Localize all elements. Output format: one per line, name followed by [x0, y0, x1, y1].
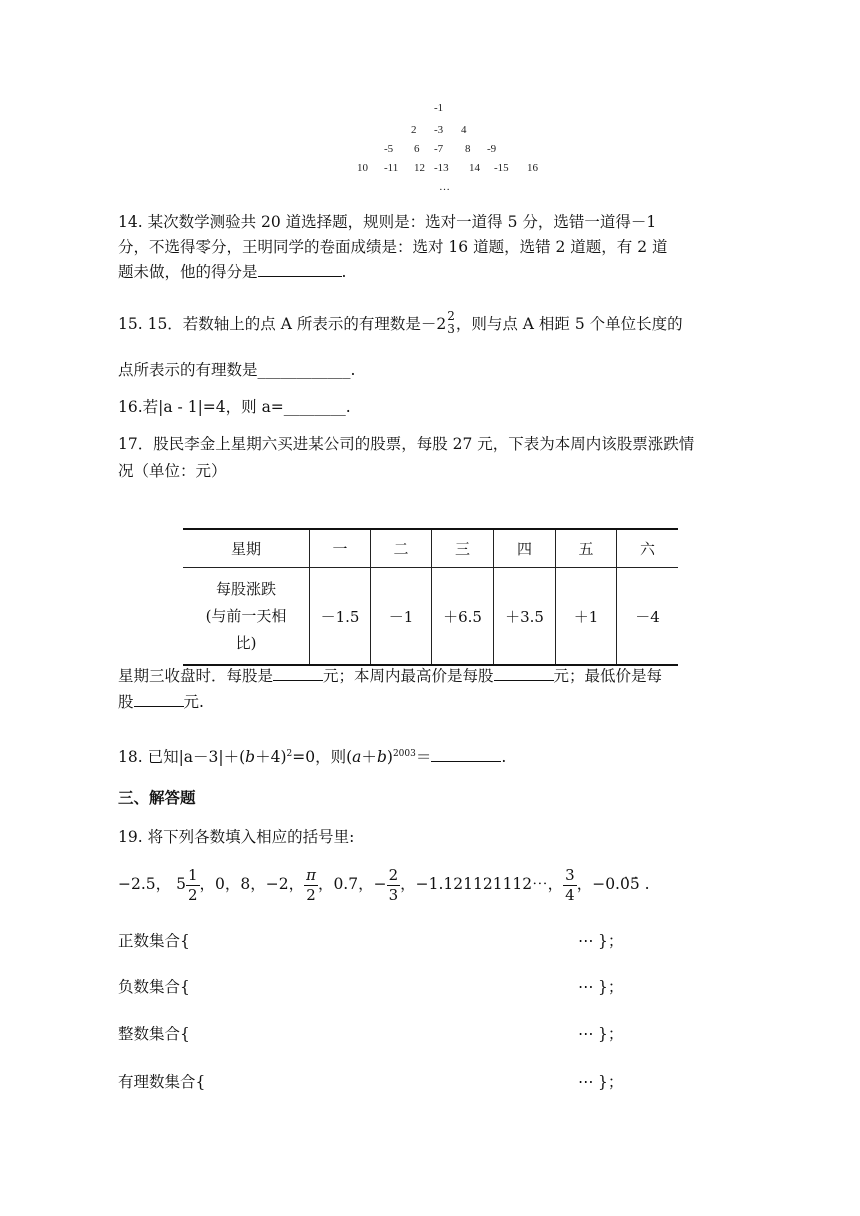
q19-n6: ，−0.0̇5̇ . — [576, 875, 650, 893]
q14-line1: 14. 某次数学测验共 20 道选择题，规则是：选对一道得 5 分，选错一道得－1 — [118, 213, 657, 231]
set-close: }； — [598, 1025, 624, 1043]
header-cell: 六 — [617, 529, 679, 568]
q18-var-a: a — [352, 748, 362, 767]
triangle-cell: 16 — [527, 162, 538, 174]
value-cell: －4 — [617, 568, 679, 666]
frac-den: 4 — [565, 885, 575, 904]
triangle-cell: -5 — [384, 143, 394, 155]
number-triangle — [0, 0, 860, 200]
section-heading: 三、解答题 — [118, 788, 196, 807]
header-cell: 二 — [371, 529, 432, 568]
frac-num: 2 — [388, 865, 399, 884]
q17-after-text-a: 星期三收盘时．每股是 — [118, 667, 274, 685]
q19-three-quarters-frac — [563, 866, 577, 905]
q17-line2: 况（单位：元） — [118, 462, 227, 480]
value-cell: ＋6.5 — [432, 568, 494, 666]
set-label: 有理数集合{ — [118, 1073, 206, 1091]
q14-line2: 分，不选得零分，王明同学的卷面成绩是：选对 16 道题，选错 2 道题，有 2 道 — [118, 238, 668, 256]
triangle-cell: -15 — [494, 162, 509, 174]
q19-n3: ，0，8，−2， — [199, 875, 305, 893]
q19-mixed-frac — [186, 866, 200, 905]
set-close: }； — [598, 1073, 624, 1091]
triangle-cell: 2 — [411, 124, 417, 136]
header-cell-weekday: 星期 — [183, 529, 310, 568]
q18-mid: =0，则( — [292, 748, 353, 767]
set-ellipsis: ⋯ — [578, 1025, 594, 1043]
frac-den: 3 — [388, 885, 399, 904]
q15-frac-den: 3 — [447, 322, 455, 336]
q18-plus4: ＋4) — [255, 748, 287, 767]
triangle-cell: -1 — [434, 102, 444, 114]
q19-two-thirds-frac — [387, 866, 401, 905]
q18-period: . — [501, 748, 507, 767]
q19-mixed-whole: 5 — [176, 875, 186, 893]
value-cell: －1 — [371, 568, 432, 666]
triangle-cell: 6 — [414, 143, 420, 155]
set-ellipsis: ⋯ — [578, 1073, 594, 1091]
value-cell: ＋3.5 — [494, 568, 556, 666]
q18-var-b: b — [245, 748, 256, 767]
triangle-cell: -13 — [434, 162, 449, 174]
triangle-cell: -9 — [487, 143, 497, 155]
triangle-cell: -11 — [384, 162, 399, 174]
header-cell: 三 — [432, 529, 494, 568]
q17-low-price-blank[interactable] — [134, 691, 184, 707]
q18-eq: ＝ — [415, 748, 432, 767]
header-cell: 五 — [556, 529, 617, 568]
q19-numbers — [118, 864, 650, 908]
q17-after-text-b: 元；本周内最高价是每股 — [323, 667, 494, 685]
q16-line — [118, 396, 351, 418]
table-header-row — [183, 529, 678, 568]
q15-fraction — [446, 310, 456, 336]
triangle-cell: -3 — [434, 124, 444, 136]
q14-line3 — [118, 261, 346, 283]
value-cell: ＋1 — [556, 568, 617, 666]
q18-pre: 18. 已知|a－3|＋( — [118, 748, 246, 767]
q19-n1: −2.5， — [118, 875, 172, 893]
q14-period: . — [341, 263, 347, 281]
set-close: }； — [598, 932, 624, 950]
row-label-line: 每股涨跌 — [215, 579, 276, 598]
q17-after-line2 — [118, 691, 204, 713]
frac-num: 1 — [187, 865, 198, 884]
q16-text: 16.若|a - 1|=4，则 a= — [118, 398, 284, 416]
set-label: 正数集合{ — [118, 932, 190, 950]
frac-num: 3 — [565, 865, 575, 884]
q16-answer-blank[interactable]: ________ — [283, 398, 346, 416]
q18-close: ) — [386, 748, 393, 767]
q15-line2 — [118, 359, 355, 381]
triangle-cell: 14 — [469, 162, 480, 174]
row-label-cell — [183, 568, 310, 666]
triangle-cell: … — [439, 181, 450, 193]
set-row-rational — [118, 1070, 638, 1094]
set-row-negative — [118, 975, 638, 999]
q16-period: . — [345, 398, 351, 416]
triangle-cell: 10 — [357, 162, 368, 174]
triangle-cell: 12 — [414, 162, 425, 174]
q14-answer-blank[interactable] — [258, 261, 342, 277]
q15-frac-num: 2 — [447, 309, 455, 323]
set-ellipsis: ⋯ — [578, 978, 594, 996]
value-cell: －1.5 — [310, 568, 371, 666]
row-label-line: 比) — [235, 633, 257, 652]
set-label: 负数集合{ — [118, 978, 190, 996]
q15-text-post: ，则与点 A 相距 5 个单位长度的 — [455, 315, 683, 333]
q18-plus: ＋ — [361, 748, 377, 767]
q17-after-text-c: 元；最低价是每 — [553, 667, 663, 685]
header-cell: 四 — [494, 529, 556, 568]
q18-square: 2 — [286, 749, 293, 759]
header-cell: 一 — [310, 529, 371, 568]
frac-num: π — [306, 865, 316, 884]
q15-period: . — [350, 361, 356, 379]
q17-line1: 17．股民李金上星期六买进某公司的股票，每股 27 元，下表为本周内该股票涨跌情 — [118, 435, 695, 453]
q17-after-text-d: 股 — [118, 693, 134, 711]
q19-n4: ，0.7，− — [317, 875, 387, 893]
triangle-cell: 4 — [461, 124, 467, 136]
q15-answer-blank[interactable]: ____________ — [257, 361, 351, 379]
q17-after-text-e: 元. — [183, 693, 204, 711]
table-row — [183, 568, 678, 666]
set-row-positive — [118, 929, 638, 953]
frac-den: 2 — [306, 885, 316, 904]
q19-title: 19. 将下列各数填入相应的括号里: — [118, 828, 355, 846]
q18-var-b2: b — [376, 748, 387, 767]
q14-line3-text: 题未做，他的得分是 — [118, 263, 258, 281]
q18-line — [118, 743, 506, 768]
set-row-integer — [118, 1022, 638, 1046]
triangle-cell: 8 — [465, 143, 471, 155]
q18-answer-blank[interactable] — [431, 746, 501, 762]
q15-text-pre: 15. 15．若数轴上的点 A 所表示的有理数是－2 — [118, 315, 447, 333]
frac-den: 2 — [187, 885, 198, 904]
q19-n5: ，−1.121121112⋯， — [400, 875, 564, 893]
q19-pi-frac — [304, 866, 318, 905]
q18-exponent: 2003 — [392, 749, 416, 759]
row-label-line: (与前一天相 — [205, 606, 287, 625]
triangle-cell: -7 — [434, 143, 444, 155]
q15-line2-text: 点所表示的有理数是 — [118, 361, 258, 379]
q17-after-line1 — [118, 665, 662, 687]
set-ellipsis: ⋯ — [578, 932, 594, 950]
stock-change-table — [183, 528, 678, 666]
q17-wed-price-blank[interactable] — [273, 665, 323, 681]
q15-line1 — [118, 310, 683, 336]
set-label: 整数集合{ — [118, 1025, 190, 1043]
q17-high-price-blank[interactable] — [494, 665, 554, 681]
set-close: }； — [598, 978, 624, 996]
